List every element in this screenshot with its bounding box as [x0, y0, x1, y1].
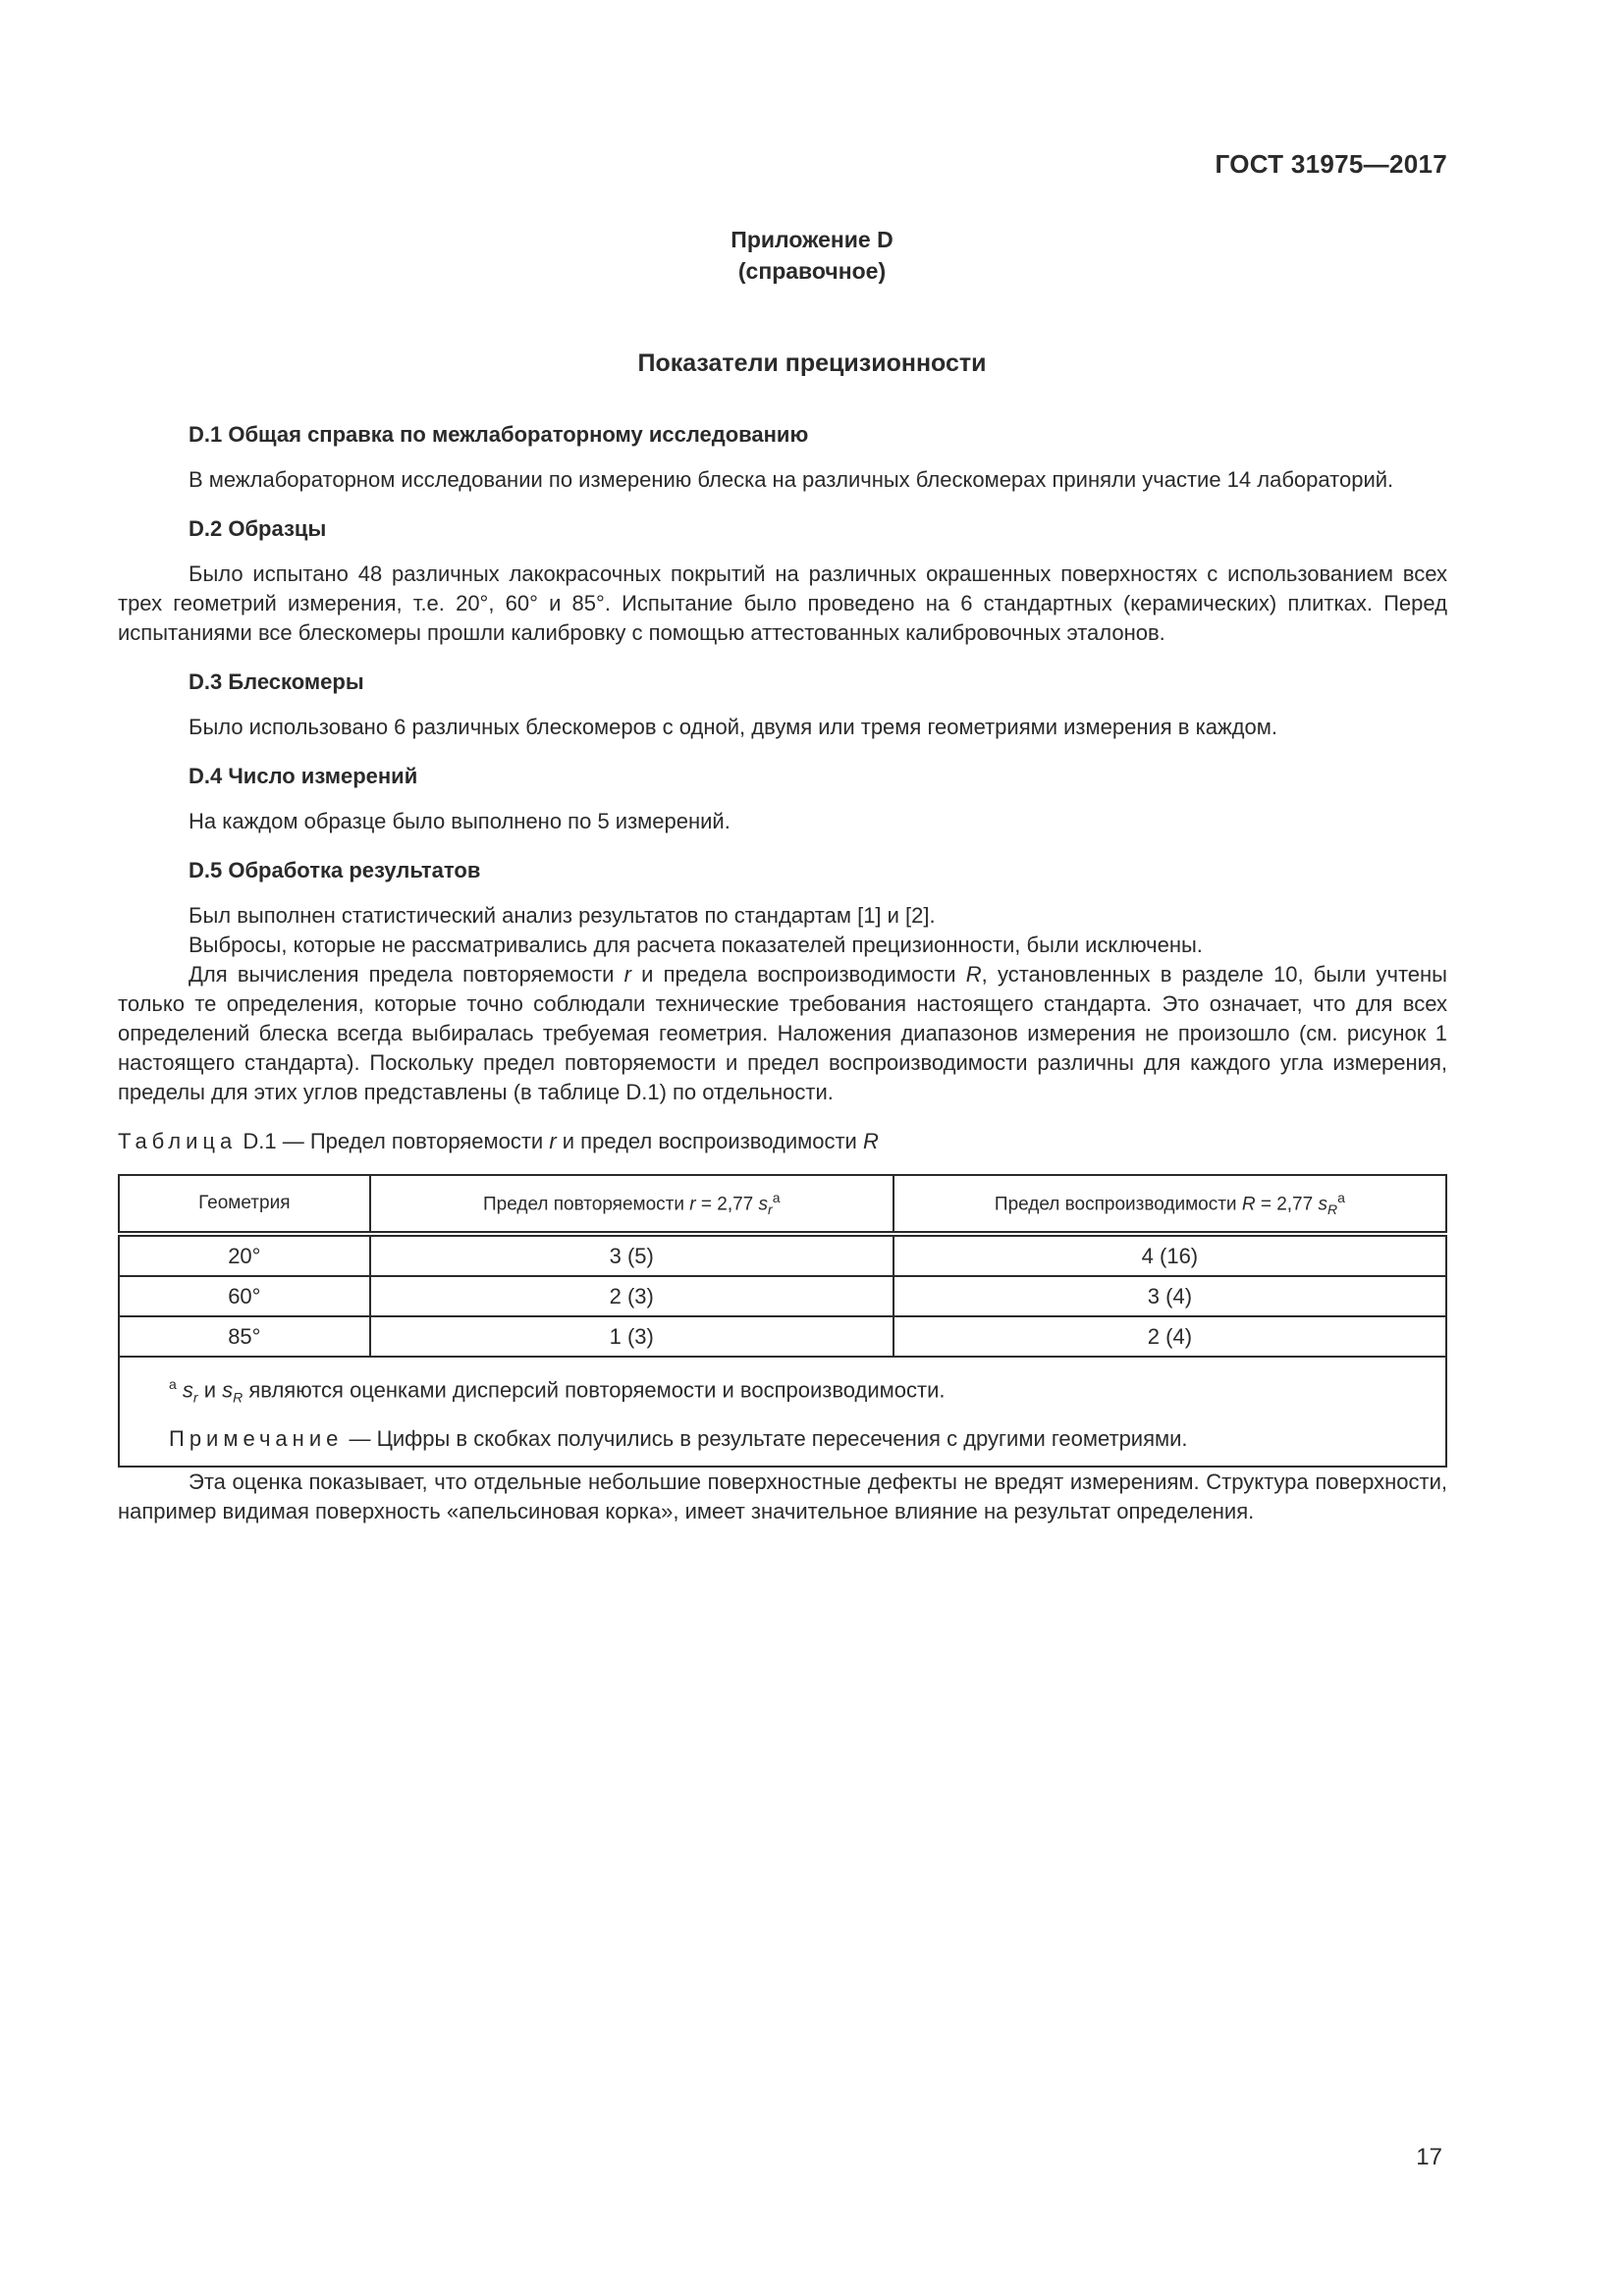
symbol-r: r [623, 962, 631, 987]
precision-table [118, 1174, 1447, 1468]
appendix-title: Приложение D [731, 227, 893, 252]
cell-reproducibility: 2 (4) [893, 1316, 1446, 1357]
section-heading-d2: D.2 Образцы [189, 516, 327, 541]
cell-reproducibility: 3 (4) [893, 1276, 1446, 1316]
section-text-d3: Было использовано 6 различных блескомеров с одной, двумя или тремя геометриями измерения в каждом. [189, 715, 1277, 739]
cell-repeatability: 1 (3) [370, 1316, 893, 1357]
table-header-row [119, 1175, 1446, 1234]
appendix-subtitle: (справочное) [737, 258, 887, 284]
page-number: 17 [1416, 2144, 1442, 2170]
document-body [118, 420, 1447, 1526]
appendix-heading [0, 224, 1624, 287]
standard-code: ГОСТ 31975—2017 [1215, 149, 1447, 179]
cell-geometry: 60° [119, 1276, 370, 1316]
table-notes [119, 1357, 1446, 1467]
table-caption: Таблица D.1 — Предел повторяемости r и предел воспроизводимости R [118, 1129, 879, 1153]
section-text-d5-1: Был выполнен статистический анализ результатов по стандартам [1] и [2]. [189, 903, 936, 928]
conclusion-text: Эта оценка показывает, что отдельные небольшие поверхностные дефекты не вредят измерениям. Структура поверхности, например видимая поверхность «апельсиновая корка», имеет значительное влияние на результат определения. [118, 1468, 1447, 1523]
table-note: Примечание — Цифры в скобках получились в результате пересечения с другими геометриями. [169, 1425, 1188, 1451]
table-row [119, 1276, 1446, 1316]
cell-geometry: 85° [119, 1316, 370, 1357]
section-text-d4: На каждом образце было выполнено по 5 измерений. [189, 809, 731, 833]
header-repeatability: Предел повторяемости r = 2,77 $s_r^a$ [370, 1175, 893, 1234]
symbol-R: R [965, 962, 982, 987]
cell-repeatability: 3 (5) [370, 1234, 893, 1276]
table-footnote: $^a$ $s_r$ и $s_R$ являются оценками дисперсий повторяемости и воспроизводимости. [169, 1376, 946, 1406]
section-heading-d3: D.3 Блескомеры [189, 669, 364, 694]
cell-repeatability: 2 (3) [370, 1276, 893, 1316]
section-text-d5-2: Выбросы, которые не рассматривались для расчета показателей прецизионности, были исключены. [189, 933, 1203, 957]
section-text-d5-3: Для вычисления предела повторяемости r и предела воспроизводимости R, установленных в разделе 10, были учтены только те определения, которые точно соблюдали технические требования настоящего стандарта. Это означает, что для всех определений блеска всегда выбиралась требуемая геометрия. Наложения диапазонов измерения не произошло (см. рисунок 1 настоящего стандарта). Поскольку предел повторяемости и предел воспроизводимости различны для каждого угла измерения, пределы для этих углов представлены (в таблице D.1) по отдельности. [118, 962, 1447, 1104]
cell-reproducibility: 4 (16) [893, 1234, 1446, 1276]
table-footnote-row [119, 1357, 1446, 1467]
section-heading-d1: D.1 Общая справка по межлабораторному исследованию [189, 422, 809, 447]
table-row [119, 1316, 1446, 1357]
table-row [119, 1234, 1446, 1276]
section-heading-d4: D.4 Число измерений [189, 764, 418, 788]
page-title: Показатели прецизионности [637, 349, 987, 377]
header-geometry: Геометрия [119, 1175, 370, 1234]
cell-geometry: 20° [119, 1234, 370, 1276]
header-reproducibility: Предел воспроизводимости R = 2,77 $s_R^a$ [893, 1175, 1446, 1234]
section-heading-d5: D.5 Обработка результатов [189, 858, 481, 882]
section-text-d2: Было испытано 48 различных лакокрасочных покрытий на различных окрашенных поверхностях с использованием всех трех геометрий измерения, т.е. 20°, 60° и 85°. Испытание было проведено на 6 стандартных (керамических) плитках. Перед испытаниями все блескомеры прошли калибровку с помощью аттестованных калибровочных эталонов. [118, 561, 1447, 645]
section-text-d1: В межлабораторном исследовании по измерению блеска на различных блескомерах приняли участие 14 лабораторий. [189, 467, 1394, 492]
